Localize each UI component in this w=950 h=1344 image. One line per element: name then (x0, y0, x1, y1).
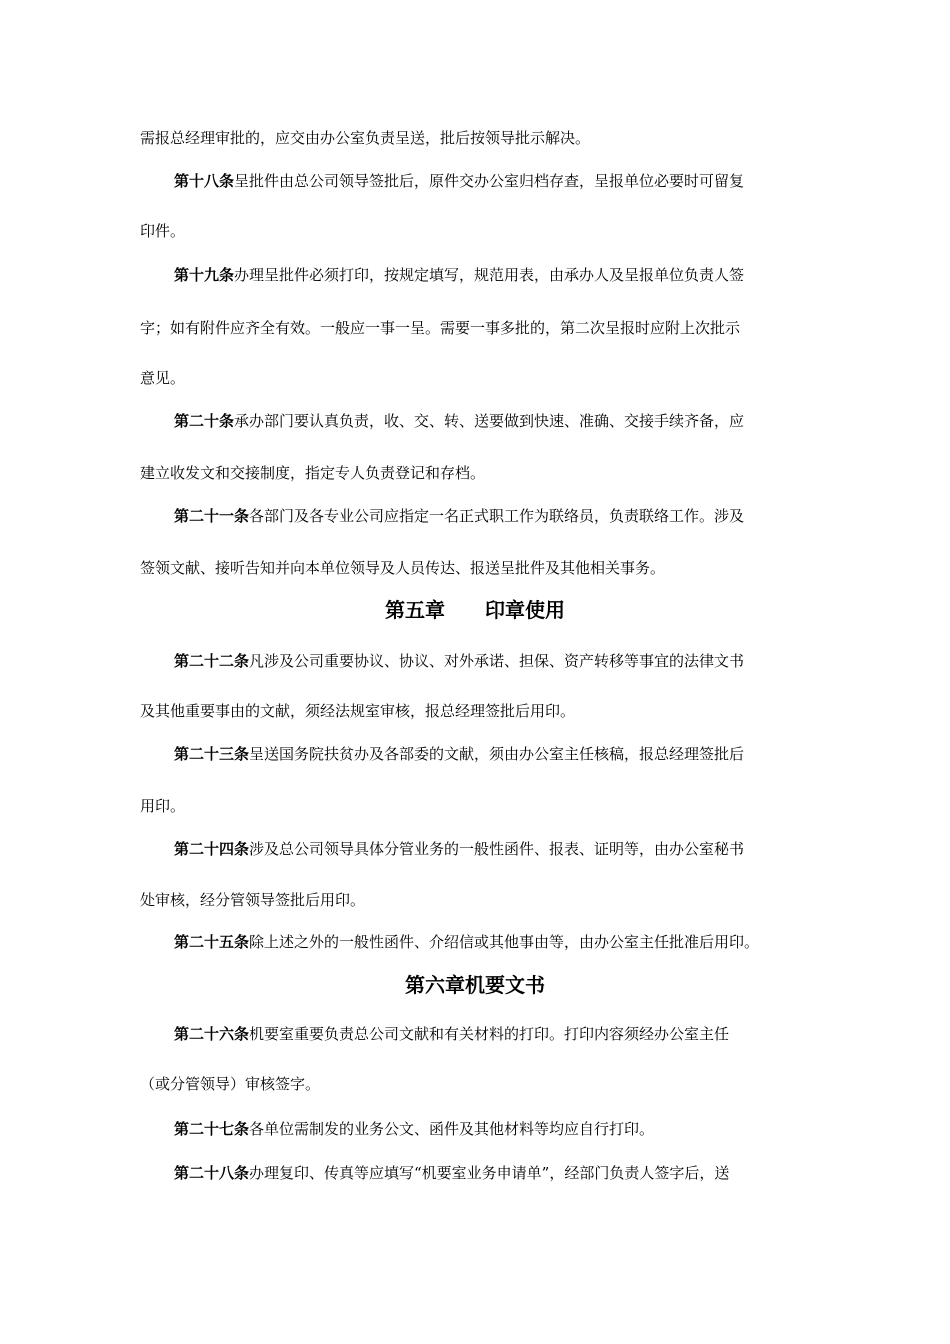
article-number: 第二十二条 (174, 652, 250, 670)
paragraph-line (140, 463, 820, 483)
paragraph-line (140, 318, 820, 338)
article-number: 第二十四条 (174, 840, 250, 858)
article-28 (174, 1163, 820, 1183)
chapter-5-heading: 第五章 印章使用 (385, 598, 565, 622)
line-text: 呈批件由总公司领导签批后，原件交办公室归档存查，呈报单位必要时可留复 (234, 172, 745, 190)
article-number: 第二十三条 (174, 745, 250, 763)
line-text: 用印。 (140, 797, 186, 815)
line-text: 凡涉及公司重要协议、协议、对外承诺、担保、资产转移等事宜的法律文书 (249, 652, 745, 670)
article-20 (174, 411, 820, 431)
article-number: 第十八条 (174, 172, 235, 190)
line-text: 处审核，经分管领导签批后用印。 (140, 891, 366, 909)
line-text: 印件。 (140, 222, 186, 240)
article-number: 第二十六条 (174, 1025, 250, 1043)
article-26 (174, 1024, 820, 1044)
article-22 (174, 651, 820, 671)
article-number: 第二十七条 (174, 1120, 250, 1138)
line-text: 签领文献、接听告知并向本单位领导及人员传达、报送呈批件及其他相关事务。 (140, 559, 666, 577)
line-text: 需报总经理审批的，应交由办公室负责呈送，批后按领导批示解决。 (140, 129, 591, 147)
paragraph-line (140, 368, 820, 388)
article-number: 第二十五条 (174, 933, 250, 951)
line-text: 呈送国务院扶贫办及各部委的文献，须由办公室主任核稿，报总经理签批后 (249, 745, 745, 763)
line-text: 办理复印、传真等应填写“机要室业务申请单”，经部门负责人签字后，送 (249, 1164, 730, 1182)
article-number: 第十九条 (174, 266, 235, 284)
line-text: 承办部门要认真负责，收、交、转、送要做到快速、准确、交接手续齐备，应 (234, 412, 745, 430)
chapter-6-heading: 第六章机要文书 (405, 973, 545, 997)
line-text: 建立收发文和交接制度，指定专人负责登记和存档。 (140, 464, 486, 482)
paragraph-line (140, 701, 820, 721)
article-25 (174, 932, 820, 952)
article-18 (174, 171, 820, 191)
article-19 (174, 265, 820, 285)
paragraph-line (140, 128, 820, 148)
article-number: 第二十八条 (174, 1164, 250, 1182)
article-24 (174, 839, 820, 859)
paragraph-line (140, 890, 820, 910)
article-number: 第二十条 (174, 412, 235, 430)
line-text: 及其他重要事由的文献，须经法规室审核，报总经理签批后用印。 (140, 702, 576, 720)
article-number: 第二十一条 (174, 507, 250, 525)
line-text: 各部门及各专业公司应指定一名正式职工作为联络员，负责联络工作。涉及 (249, 507, 745, 525)
line-text: 机要室重要负责总公司文献和有关材料的打印。打印内容须经办公室主任 (249, 1025, 730, 1043)
paragraph-line (140, 221, 820, 241)
line-text: 办理呈批件必须打印，按规定填写，规范用表，由承办人及呈报单位负责人签 (234, 266, 745, 284)
article-21 (174, 506, 820, 526)
line-text: 字；如有附件应齐全有效。一般应一事一呈。需要一事多批的，第二次呈报时应附上次批示 (140, 319, 741, 337)
line-text: 涉及总公司领导具体分管业务的一般性函件、报表、证明等，由办公室秘书 (249, 840, 745, 858)
article-27 (174, 1119, 820, 1139)
line-text: 意见。 (140, 369, 186, 387)
article-23 (174, 744, 820, 764)
paragraph-line (140, 1074, 820, 1094)
line-text: （或分管领导）审核签字。 (140, 1075, 321, 1093)
line-text: 各单位需制发的业务公文、函件及其他材料等均应自行打印。 (249, 1120, 655, 1138)
line-text: 除上述之外的一般性函件、介绍信或其他事由等，由办公室主任批准后用印。 (249, 933, 760, 951)
paragraph-line (140, 796, 820, 816)
paragraph-line (140, 558, 820, 578)
